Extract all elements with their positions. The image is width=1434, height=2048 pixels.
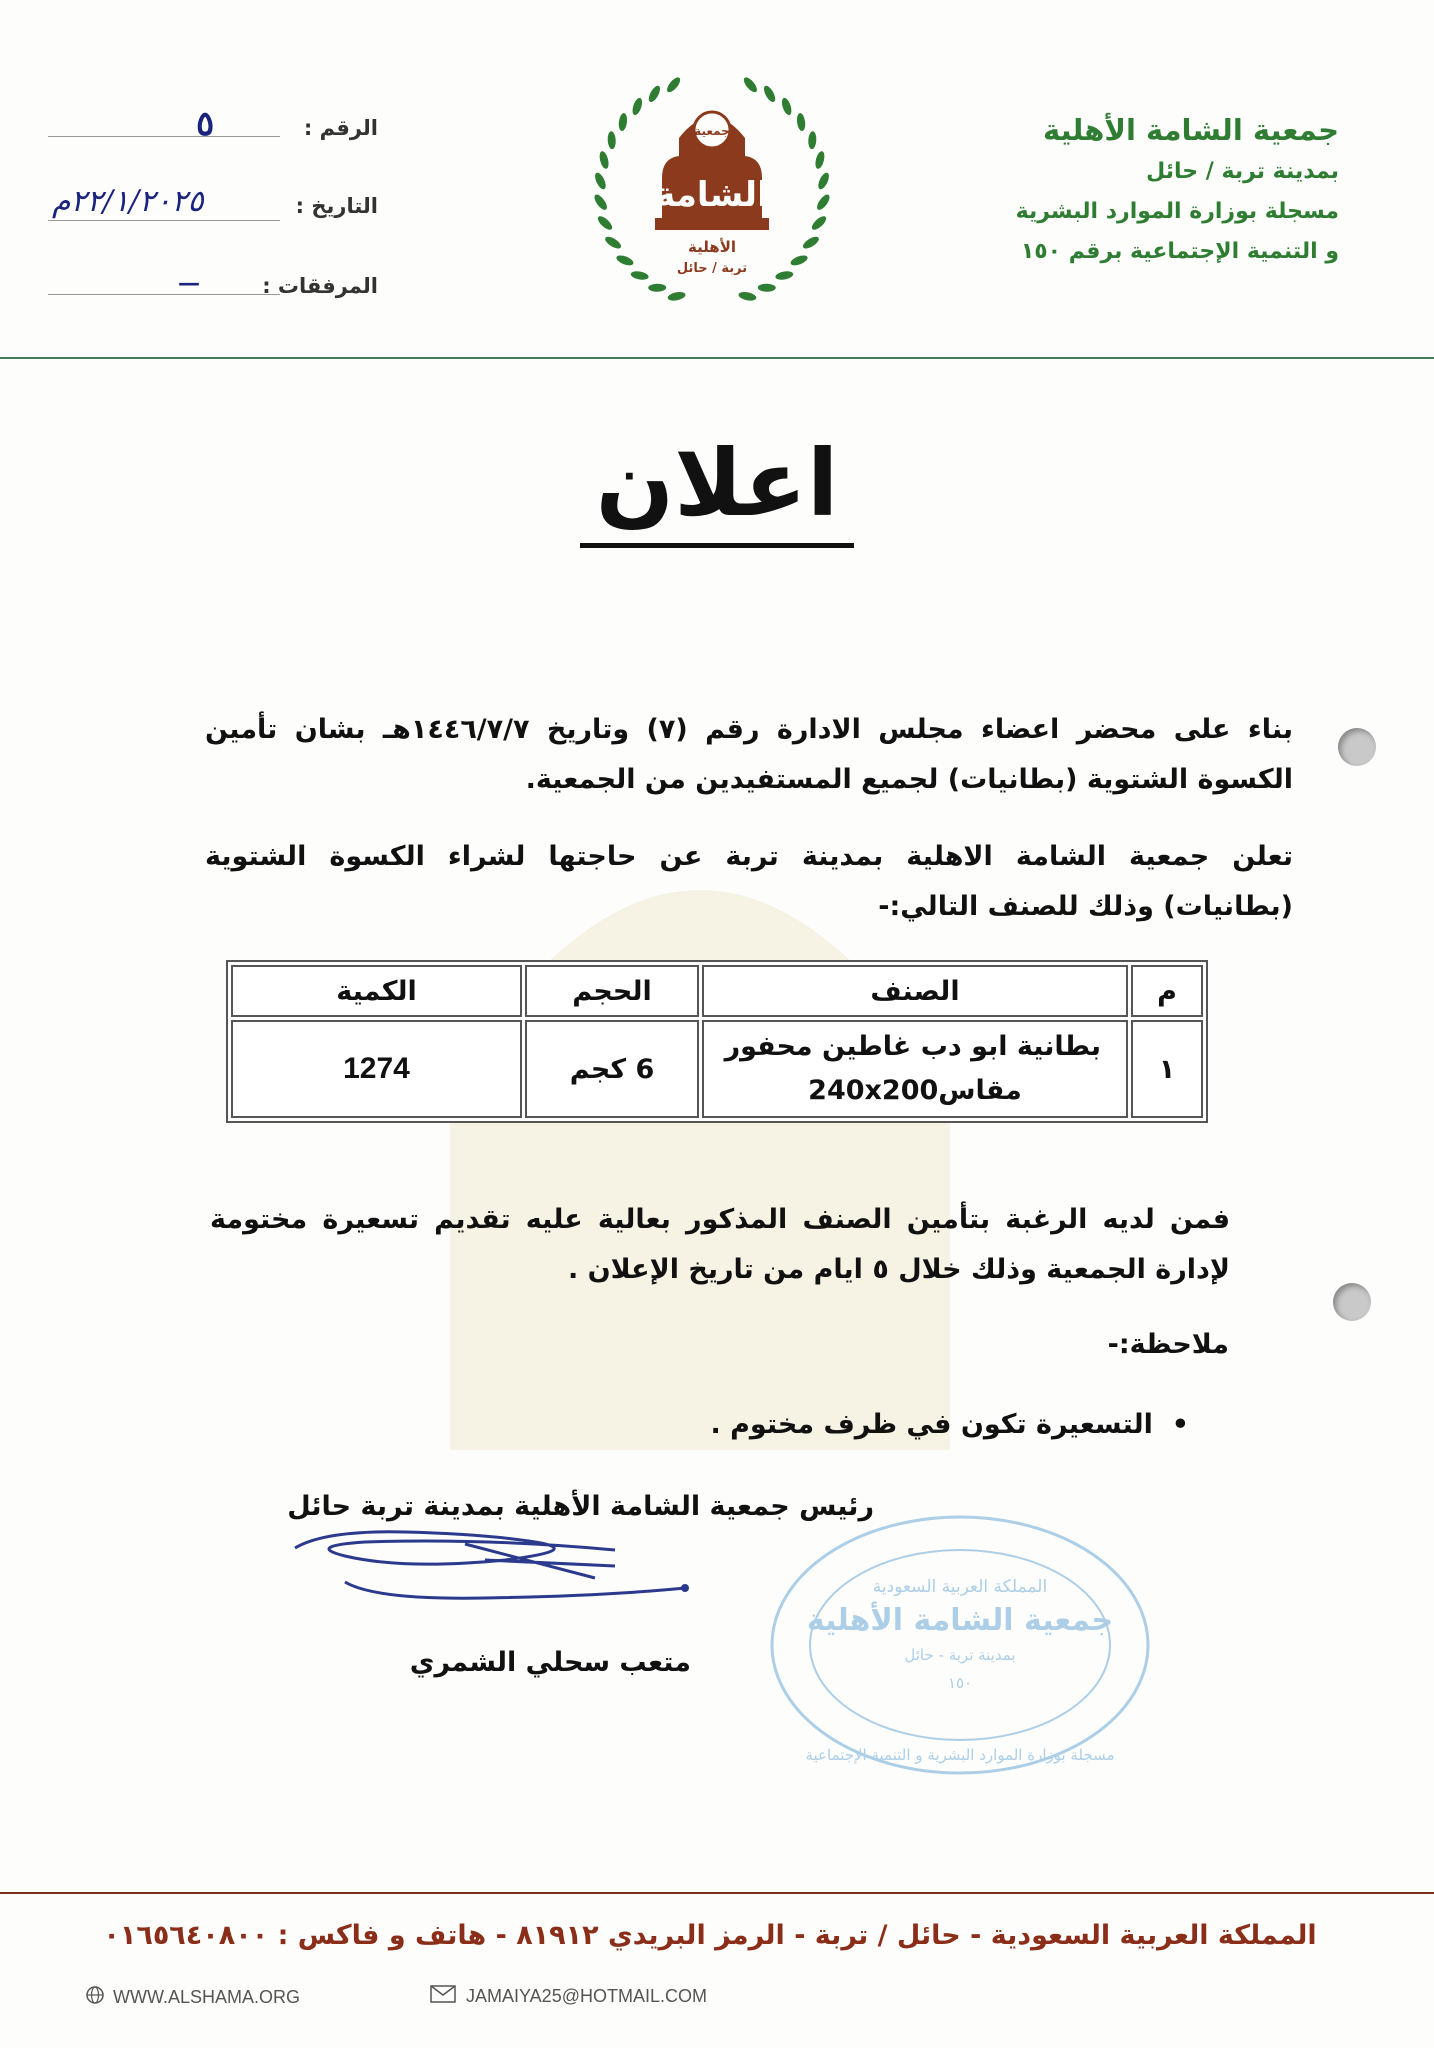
table-header-quantity: الكمية (231, 965, 522, 1017)
wreath-leaf (631, 97, 644, 117)
logo-wreath-icon (567, 68, 857, 318)
table-header-row (231, 965, 1203, 1017)
wreath-leaf (762, 84, 778, 104)
attachments-value: — (178, 270, 200, 296)
paragraph-submission: فمن لديه الرغبة بتأمين الصنف المذكور بعالية عليه تقديم تسعيرة مختومة لإدارة الجمعية وذلك خلال ٥ ايام من تاريخ الإعلان . (210, 1204, 1230, 1285)
wreath-leaf (814, 150, 826, 169)
stamp-line1: المملكة العربية السعودية (872, 1577, 1048, 1597)
wreath-leaf (780, 97, 793, 117)
wreath-leaf (618, 113, 628, 132)
wreath-leaf (598, 150, 610, 169)
wreath-leaf (615, 253, 635, 267)
envelope-icon (430, 1985, 456, 2008)
signature-scribble-icon (285, 1520, 705, 1620)
wreath-leaf (667, 291, 686, 302)
punch-hole-bottom (1333, 1283, 1371, 1321)
table-row (231, 1020, 1203, 1118)
announcement-title-text: اعلان (580, 430, 855, 548)
organization-header (959, 108, 1339, 272)
footer-divider (0, 1892, 1434, 1894)
wreath-leaf (816, 171, 831, 191)
punch-hole-top (1338, 728, 1376, 766)
paragraph-announcement: تعلن جمعية الشامة الاهلية بمدينة تربة عن حاجتها لشراء الكسوة الشتوية (بطانيات) وذلك للصنف التالي:- (205, 841, 1293, 922)
stamp-line3: بمدينة تربة - حائل (904, 1646, 1016, 1664)
website-link[interactable] (85, 1985, 300, 2010)
wreath-leaf (665, 75, 683, 94)
attachments-field (48, 268, 378, 302)
wreath-leaf (808, 131, 817, 149)
handwritten-signature (285, 1520, 705, 1620)
note-bullet-icon: • (1152, 1409, 1189, 1440)
org-registration-line1: مسجلة بوزارة الموارد البشرية (1015, 199, 1339, 224)
table-header-no: م (1131, 965, 1203, 1017)
signatory-title: رئيس جمعية الشامة الأهلية بمدينة تربة حائل (287, 1491, 874, 1522)
wreath-leaf (801, 234, 821, 250)
attachments-line (48, 294, 280, 295)
footer-address: المملكة العربية السعودية - حائل / تربة - الرمز البريدي ٨١٩١٢ - هاتف و فاكس : ٠١٦٥٦٤٠٨٠٠ (103, 1920, 1317, 1951)
header-divider (0, 357, 1434, 359)
official-stamp (765, 1510, 1155, 1780)
wreath-leaf (738, 291, 757, 302)
wreath-leaf (603, 234, 623, 250)
logo-sub-text: الأهلية (687, 238, 737, 256)
globe-icon (85, 1985, 105, 2010)
organization-logo (567, 68, 857, 318)
logo-city-text: تربة / حائل (676, 261, 748, 276)
org-name: جمعية الشامة الأهلية (1042, 113, 1339, 147)
wreath-leaf (630, 270, 649, 281)
cell-item-line1: بطانية ابو دب غاطين محفور (724, 1031, 1101, 1062)
email-text: JAMAIYA25@HOTMAIL.COM (466, 1986, 707, 2006)
wreath-leaf (810, 214, 829, 232)
logo-top-text: جمعية (694, 124, 730, 138)
wreath-leaf (647, 84, 663, 104)
logo-main-text: الشامة (655, 175, 769, 215)
reference-number-line (48, 136, 280, 137)
wreath-leaf (796, 113, 806, 132)
stamp-seal-icon (765, 1510, 1155, 1780)
wreath-leaf (775, 270, 794, 281)
note-label: ملاحظة:- (1107, 1329, 1229, 1360)
note-item (710, 1400, 1189, 1450)
date-value: ٢٢/١/٢٠٢٥م (52, 184, 204, 219)
cell-item (702, 1020, 1128, 1118)
date-field (48, 184, 378, 228)
wreath-leaf (596, 214, 615, 232)
wreath-leaf (592, 193, 609, 212)
wreath-leaf (648, 284, 666, 292)
signatory-name: متعب سحلي الشمري (409, 1647, 691, 1678)
date-line (48, 220, 280, 221)
stamp-line4: ١٥٠ (947, 1674, 973, 1692)
paragraph-reference: بناء على محضر اعضاء مجلس الادارة رقم (٧) وتاريخ ١٤٤٦/٧/٧هـ بشان تأمين الكسوة الشتوية (بطانيات) لجميع المستفيدين من الجمعية. (205, 714, 1294, 795)
email-link[interactable] (430, 1985, 707, 2008)
wreath-leaf (758, 284, 776, 292)
cell-item-line2: مقاس240x200 (808, 1075, 1022, 1106)
wreath-leaf (815, 193, 832, 212)
stamp-line2: جمعية الشامة الأهلية (806, 1603, 1114, 1638)
cell-quantity: 1274 (231, 1020, 522, 1118)
reference-number-value: ٥ (196, 104, 215, 144)
attachments-label: المرفقات : (262, 274, 378, 298)
wreath-leaf (742, 75, 760, 94)
announcement-title (0, 430, 1434, 537)
cell-no: ١ (1131, 1020, 1203, 1118)
org-city: بمدينة تربة / حائل (1146, 159, 1339, 184)
table-header-size: الحجم (525, 965, 699, 1017)
org-registration-line2: و التنمية الإجتماعية برقم ١٥٠ (1020, 239, 1339, 264)
wreath-leaf (789, 253, 809, 267)
reference-number-label: الرقم : (303, 116, 378, 140)
stamp-ring-text: مسجلة بوزارة الموارد البشرية و التنمية الإجتماعية (805, 1746, 1115, 1764)
date-label: التاريخ : (295, 194, 378, 218)
wreath-leaf (593, 171, 608, 191)
note-item-text: التسعيرة تكون في ظرف مختوم . (710, 1409, 1153, 1440)
cell-size: 6 كجم (525, 1020, 699, 1118)
wreath-leaf (607, 131, 616, 149)
website-text: WWW.ALSHAMA.ORG (113, 1987, 301, 2007)
table-header-item: الصنف (702, 965, 1128, 1017)
reference-number-field (48, 104, 378, 144)
items-table (226, 960, 1208, 1123)
